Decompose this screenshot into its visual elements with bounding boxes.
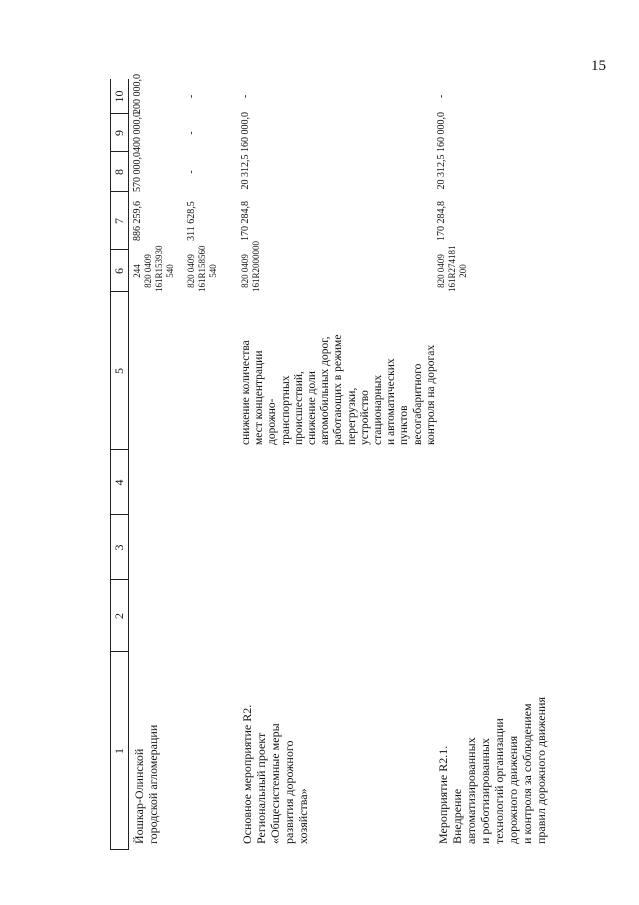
table-row-1-col8: -	[186, 170, 197, 174]
cell-text-line: контроля на дорогах	[424, 344, 437, 445]
rotated-table-sheet-values	[110, 74, 639, 850]
cell-text-line: автоматизированных	[464, 737, 478, 844]
cell-text-line: 820 0409	[186, 254, 196, 288]
table-row-1-col10: -	[186, 94, 197, 99]
cell-text-line: хозяйства»	[296, 788, 310, 844]
cell-text-line: пунктов	[398, 405, 411, 445]
table-row-3-col8: 20 312,5	[436, 154, 447, 190]
header-col-9: 9	[112, 130, 126, 136]
cell-text-line: 820 0409	[143, 254, 153, 288]
header-col-10: 10	[112, 90, 126, 103]
cell-text-line: 161R153930	[154, 245, 164, 292]
table-row-2-col10: -	[240, 94, 251, 99]
cell-text-line: происшествий,	[292, 371, 305, 445]
table-row-1-col8: 570 000,0	[132, 152, 143, 192]
cell-text-line: снижение доли	[306, 371, 319, 445]
cell-text-line: весогабаритного	[411, 363, 424, 445]
page-number: 15	[591, 58, 606, 74]
cell-text-line: снижение количества	[240, 340, 252, 445]
cell-text-line: 161R2000000	[251, 240, 261, 292]
cell-text-line: 161R158560	[197, 245, 207, 292]
table-row-2-col8: 20 312,5	[240, 154, 251, 190]
cell-text-line: 161R274181	[447, 245, 457, 292]
cell-text-line: Региональный проект	[254, 732, 268, 844]
cell-text-line: перегрузки,	[345, 387, 358, 445]
cell-text-line: транспортных	[279, 375, 292, 445]
table-row-3-col7: 170 284,8	[436, 201, 447, 241]
header-col-4: 4	[112, 479, 126, 486]
cell-text-line: автомобильных дорог,	[319, 336, 332, 445]
cell-text-line: и контроля за соблюдением	[520, 703, 534, 844]
cell-text-line: Мероприятие R2.1.	[436, 745, 450, 844]
cell-text-line: 200	[458, 264, 468, 278]
cell-text-line: и роботизированных	[478, 738, 492, 844]
cell-text-line: 820 0409	[436, 254, 446, 288]
cell-text-line: дорожно-	[266, 398, 279, 445]
header-col-3: 3	[112, 544, 126, 551]
cell-text-line: мест концентрации	[253, 350, 266, 445]
table-row-3-col10: -	[436, 94, 447, 99]
table-row-1-col7: 886 259,6	[132, 201, 143, 241]
table-row-1-col9: 400 000,0	[132, 112, 143, 152]
table-row-2-col9: 160 000,0	[240, 112, 251, 152]
header-col-8: 8	[112, 169, 126, 175]
cell-text-line: Основное мероприятие R2.	[240, 704, 254, 844]
table-row-1-col7: 311 628,5	[186, 201, 197, 241]
cell-text-line: 540	[165, 264, 175, 278]
table-row-3-col9: 160 000,0	[436, 112, 447, 152]
table-row-1-col9: -	[186, 131, 197, 135]
cell-text-line: Йошкар-Олинской	[132, 748, 146, 844]
cell-text-line: 540	[208, 264, 218, 278]
cell-text-line: Внедрение	[450, 788, 464, 844]
header-col-2: 2	[112, 613, 126, 619]
cell-text-line: технологий организации	[492, 718, 506, 844]
cell-text-line: городской агломерации	[146, 724, 160, 844]
table-row-2-col7: 170 284,8	[240, 201, 251, 241]
cell-text-line: развития дорожного	[282, 740, 296, 844]
cell-text-line: 820 0409	[240, 254, 250, 288]
cell-text-line: работающих в режиме	[332, 334, 345, 445]
cell-text-line: устройство	[358, 390, 371, 445]
cell-text-line: «Общесистемные меры	[268, 723, 282, 844]
cell-text-line: и автоматических	[385, 358, 398, 445]
cell-text-line: правил дорожного движения	[534, 697, 548, 844]
header-col-1: 1	[112, 748, 126, 754]
header-col-6: 6	[112, 268, 126, 274]
cell-text-line: дорожного движения	[506, 735, 520, 844]
cell-text-line: 244	[132, 264, 142, 278]
table-row-1-col10: 200 000,0	[132, 74, 143, 114]
header-col-7: 7	[112, 218, 126, 224]
header-col-5: 5	[112, 368, 126, 374]
cell-text-line: стационарных	[372, 374, 385, 445]
